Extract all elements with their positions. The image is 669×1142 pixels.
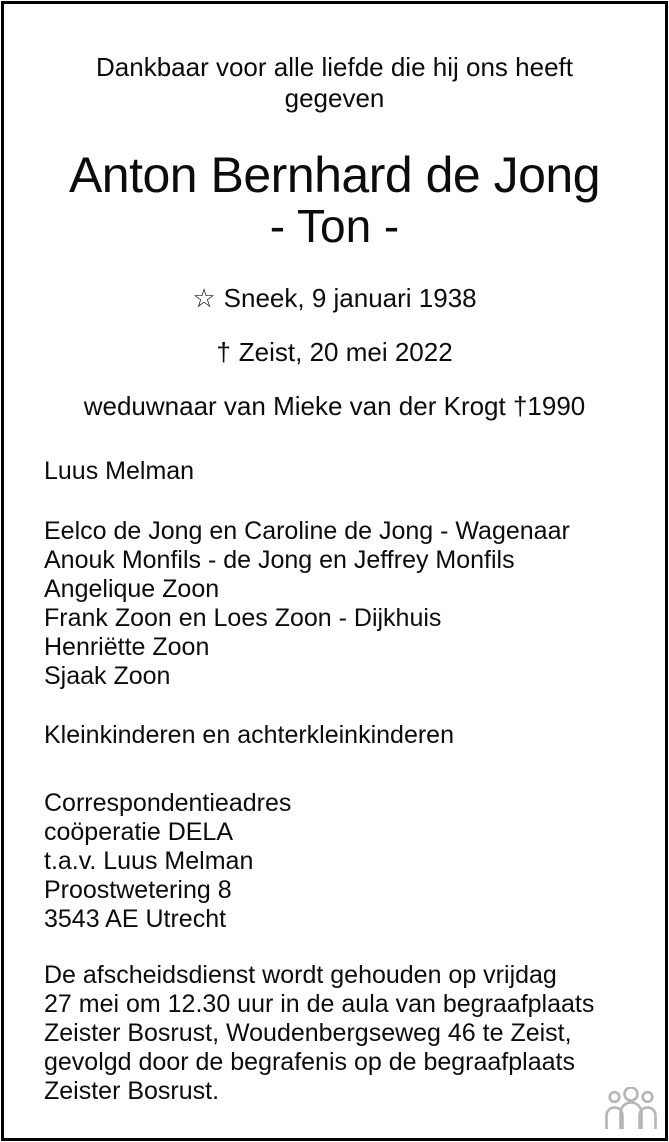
birth-star-icon: ☆ (192, 283, 216, 313)
birth-text: Sneek, 9 januari 1938 (223, 283, 477, 313)
correspondence-line: Proostwetering 8 (44, 876, 232, 904)
partner-name: Luus Melman (44, 457, 195, 485)
people-group-logo-icon (603, 1087, 659, 1129)
service-line: 27 mei om 12.30 uur in de aula van begraafplaats (44, 990, 595, 1018)
family-member: Henriëtte Zoon (44, 633, 210, 661)
death-line (4, 337, 665, 367)
family-member: Eelco de Jong en Caroline de Jong - Wagenaar (44, 517, 570, 545)
announcement-border-frame (1, 1, 668, 1141)
grandchildren-line: Kleinkinderen en achterkleinkinderen (44, 721, 454, 749)
death-text: Zeist, 20 mei 2022 (238, 337, 453, 367)
service-details (4, 961, 665, 1106)
deceased-name: Anton Bernhard de Jong (68, 147, 601, 203)
opening-line: Dankbaar voor alle liefde die hij ons heeft gegeven (96, 52, 573, 113)
family-member: Angelique Zoon (44, 575, 220, 603)
correspondence-block (4, 789, 665, 934)
correspondence-line: coöperatie DELA (44, 818, 234, 846)
family-member: Anouk Monfils - de Jong en Jeffrey Monfils (44, 546, 515, 574)
nickname-line: - Ton - (269, 200, 400, 252)
family-member: Frank Zoon en Loes Zoon - Dijkhuis (44, 604, 442, 632)
correspondence-line: 3543 AE Utrecht (44, 905, 227, 933)
family-member: Sjaak Zoon (44, 662, 171, 690)
service-line: De afscheidsdienst wordt gehouden op vrijdag (44, 961, 557, 989)
family-members-list (4, 517, 665, 691)
service-line: Zeister Bosrust. (44, 1077, 220, 1105)
widower-line: weduwnaar van Mieke van der Krogt †1990 (83, 391, 586, 421)
death-dagger-icon: † (216, 337, 231, 367)
correspondence-line: t.a.v. Luus Melman (44, 847, 254, 875)
service-line: Zeister Bosrust, Woudenbergseweg 46 te Zeist, (44, 1019, 572, 1047)
correspondence-heading: Correspondentieadres (44, 789, 292, 817)
service-line: gevolgd door de begrafenis op de begraafplaats (44, 1048, 575, 1076)
birth-line (4, 283, 665, 313)
